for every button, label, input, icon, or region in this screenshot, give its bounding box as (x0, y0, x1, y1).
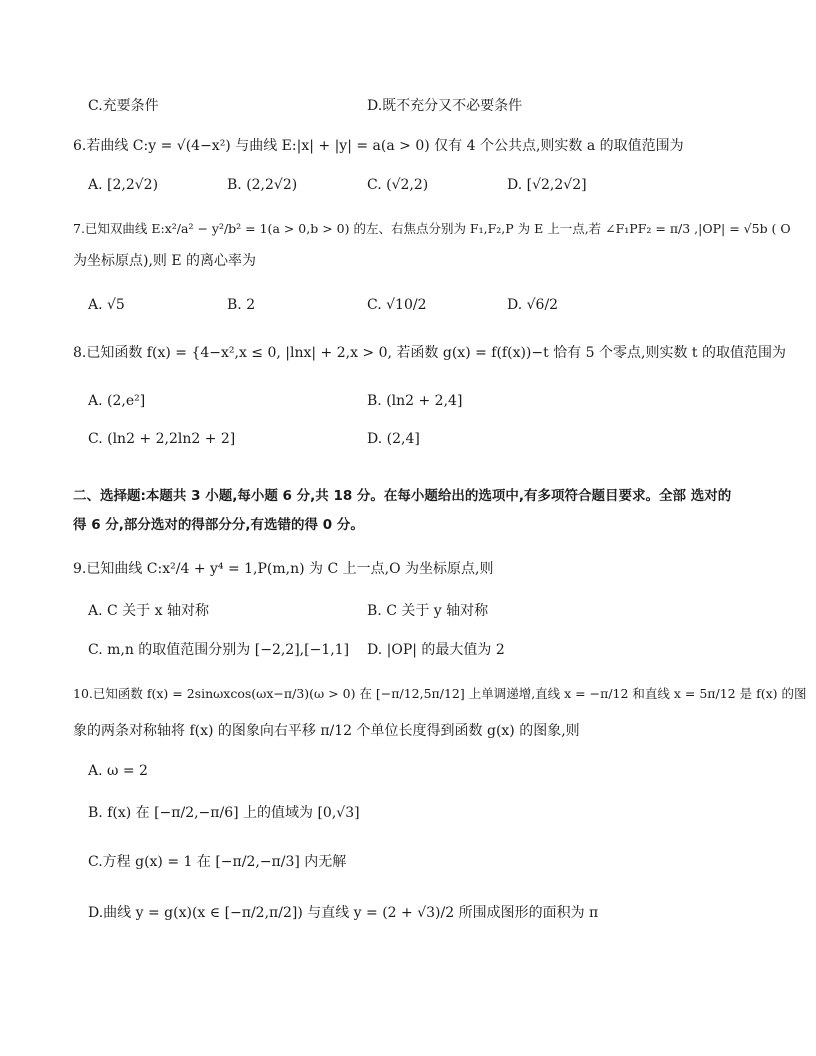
q10-option-d: D.曲线 y = g(x)(x ∈ [−π/2,π/2]) 与直线 y = (2 + √3)/2 所围成图形的面积为 π (88, 905, 599, 921)
q6-option-a: A. [2,2√2) (88, 177, 159, 193)
q8-option-d: D. (2,4] (367, 431, 420, 447)
q10-option-c: C.方程 g(x) = 1 在 [−π/2,−π/3] 内无解 (88, 854, 347, 870)
q9-option-a: A. C 关于 x 轴对称 (88, 603, 209, 619)
q7-option-a: A. √5 (88, 297, 125, 313)
q7-stem-line1: 7.已知双曲线 E:x²/a² − y²/b² = 1(a > 0,b > 0) 的左、右焦点分别为 F₁,F₂,P 为 E 上一点,若 ∠F₁PF₂ = π/3 ,|OP| = √5b ( O (73, 221, 791, 236)
q6-option-c: C. (√2,2) (367, 177, 429, 193)
q6-option-d: D. [√2,2√2] (507, 177, 587, 193)
q8-option-c: C. (ln2 + 2,2ln2 + 2] (88, 431, 236, 447)
q9-stem: 9.已知曲线 C:x²/4 + y⁴ = 1,P(m,n) 为 C 上一点,O 为坐标原点,则 (73, 561, 494, 577)
q9-option-b: B. C 关于 y 轴对称 (367, 603, 489, 619)
q7-option-c: C. √10/2 (367, 297, 427, 313)
q7-option-b: B. 2 (227, 297, 256, 313)
q8-option-a: A. (2,e²] (88, 393, 146, 409)
q10-stem-line1: 10.已知函数 f(x) = 2sinωxcos(ωx−π/3)(ω > 0) 在 [−π/12,5π/12] 上单调递增,直线 x = −π/12 和直线 x = 5π/12 是 f(x) 的图 (73, 686, 807, 701)
q6-stem: 6.若曲线 C:y = √(4−x²) 与曲线 E:|x| + |y| = a(a > 0) 仅有 4 个公共点,则实数 a 的取值范围为 (73, 138, 684, 154)
q8-option-b: B. (ln2 + 2,4] (367, 393, 463, 409)
q5-option-d: D.既不充分又不必要条件 (367, 98, 523, 114)
q10-option-b: B. f(x) 在 [−π/2,−π/6] 上的值域为 [0,√3] (88, 805, 360, 821)
section2-heading-line1: 二、选择题:本题共 3 小题,每小题 6 分,共 18 分。在每小题给出的选项中,有多项符合题目要求。全部 选对的 (73, 488, 732, 504)
q7-stem-line2: 为坐标原点),则 E 的离心率为 (73, 253, 257, 269)
q8-stem: 8.已知函数 f(x) = {4−x²,x ≤ 0, |lnx| + 2,x > 0, 若函数 g(x) = f(f(x))−t 恰有 5 个零点,则实数 t 的取值范围为 (73, 345, 786, 361)
q7-option-d: D. √6/2 (507, 297, 559, 313)
section2-heading-line2: 得 6 分,部分选对的得部分分,有选错的得 0 分。 (73, 517, 364, 533)
q9-option-c: C. m,n 的取值范围分别为 [−2,2],[−1,1] (88, 642, 350, 658)
q5-option-c: C.充要条件 (88, 98, 159, 114)
q10-stem-line2: 象的两条对称轴将 f(x) 的图象向右平移 π/12 个单位长度得到函数 g(x) 的图象,则 (73, 723, 580, 739)
q6-option-b: B. (2,2√2) (227, 177, 298, 193)
q9-option-d: D. |OP| 的最大值为 2 (367, 642, 505, 658)
q10-option-a: A. ω = 2 (88, 763, 148, 779)
